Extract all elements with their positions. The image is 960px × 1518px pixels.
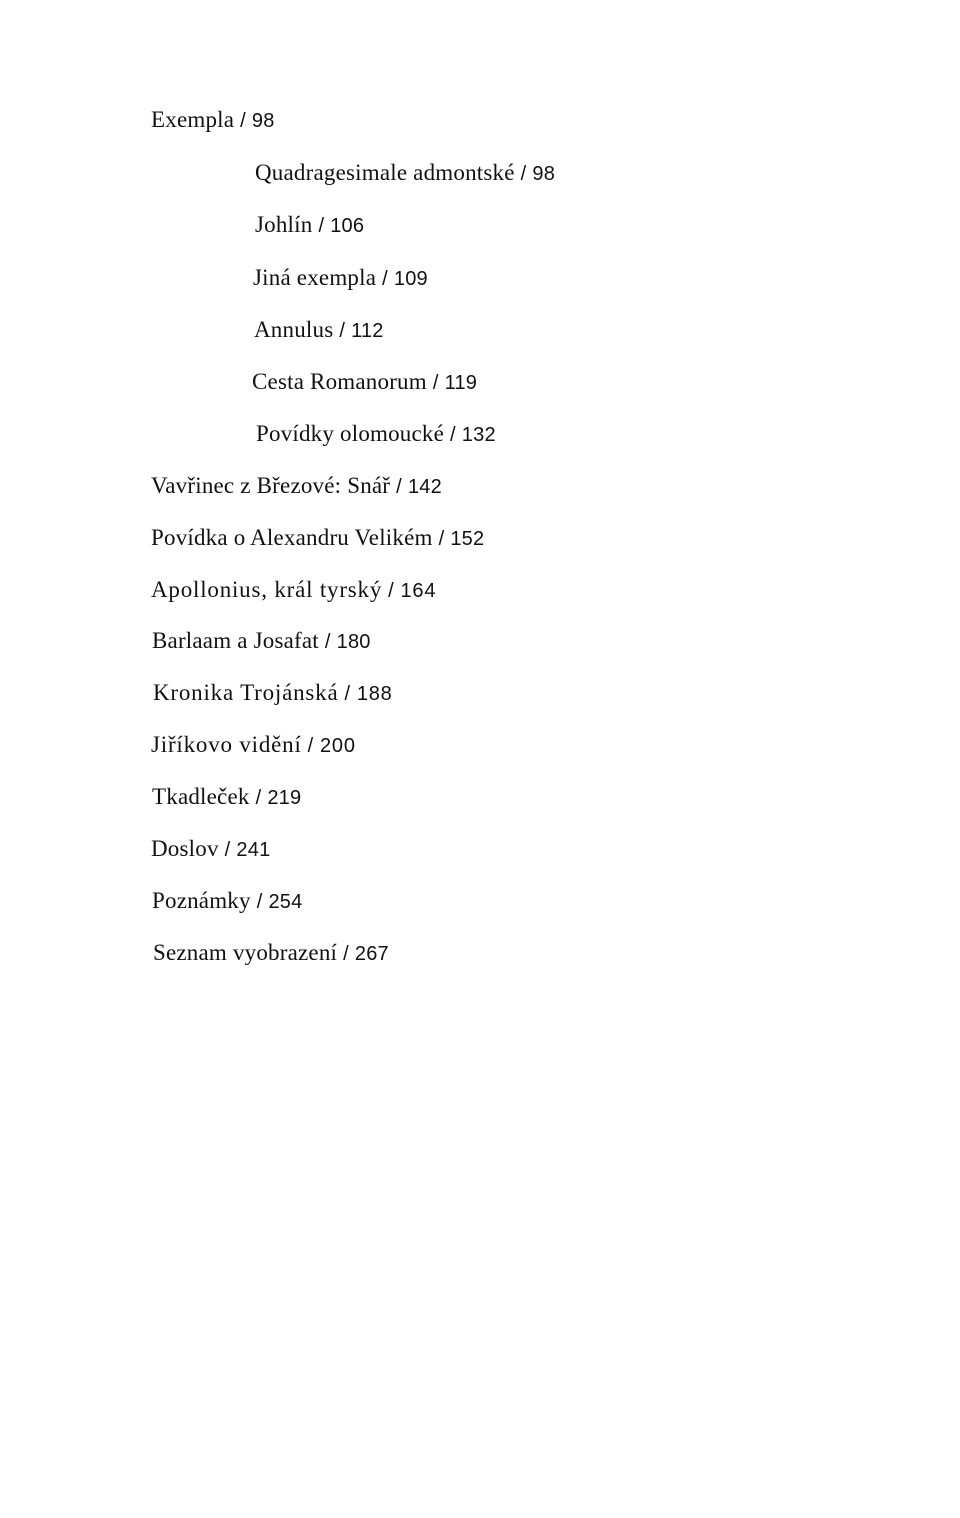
toc-separator: /	[344, 683, 351, 705]
toc-page-number: 241	[236, 839, 271, 861]
toc-entry-barlaam-a-josafat	[152, 627, 371, 656]
toc-entry-johlin	[255, 211, 364, 240]
toc-entry-title: Vavřinec z Březové: Snář	[151, 473, 391, 498]
toc-entry-title: Annulus	[254, 317, 334, 342]
toc-separator: /	[388, 580, 395, 602]
toc-separator: /	[450, 424, 456, 446]
toc-separator: /	[343, 943, 349, 965]
toc-entry-doslov	[151, 835, 270, 864]
toc-entry-title: Seznam vyobrazení	[153, 940, 338, 965]
toc-page-number: 164	[400, 580, 437, 602]
toc-separator: /	[256, 891, 263, 913]
toc-separator: /	[438, 528, 445, 550]
toc-page-number: 106	[330, 215, 365, 237]
toc-separator: /	[307, 735, 314, 757]
toc-entry-povidka-o-alexandru	[151, 524, 484, 553]
toc-entry-title: Kronika Trojánská	[153, 680, 339, 705]
toc-entry-title: Barlaam a Josafat	[152, 628, 319, 653]
toc-page-number: 119	[444, 372, 478, 394]
toc-entry-poznamky	[152, 887, 302, 916]
toc-separator: /	[324, 631, 331, 653]
toc-entry-apollonius	[151, 576, 436, 605]
toc-separator: /	[339, 320, 346, 342]
toc-entry-title: Quadragesimale admontské	[255, 160, 515, 185]
toc-page-number: 109	[393, 268, 428, 290]
toc-page-number: 254	[268, 891, 303, 913]
toc-separator: /	[520, 163, 527, 185]
toc-separator: /	[432, 372, 439, 394]
toc-entry-cesta-romanorum	[252, 368, 477, 397]
toc-entry-title: Poznámky	[152, 888, 251, 913]
toc-entry-title: Povídky olomoucké	[256, 421, 445, 446]
toc-entry-title: Exempla	[151, 107, 235, 132]
toc-entry-povidky-olomoucke	[256, 420, 496, 449]
toc-page-number: 132	[461, 424, 496, 446]
toc-separator: /	[318, 215, 325, 237]
toc-entry-title: Jiříkovo vidění	[151, 732, 302, 757]
toc-page-number: 188	[356, 683, 393, 705]
toc-entry-title: Cesta Romanorum	[252, 369, 427, 394]
toc-separator: /	[255, 787, 262, 809]
toc-page-number: 98	[532, 163, 556, 185]
toc-page-number: 180	[336, 631, 371, 653]
toc-entry-jina-exempla	[253, 264, 428, 293]
toc-entry-title: Apollonius, král tyrský	[151, 577, 383, 602]
toc-page-number: 152	[450, 528, 485, 550]
toc-entry-title: Povídka o Alexandru Velikém	[151, 525, 433, 550]
toc-entry-title: Johlín	[255, 212, 313, 237]
toc-entry-snar	[151, 472, 442, 501]
toc-page-number: 142	[407, 476, 442, 498]
toc-entry-seznam-vyobrazeni	[153, 939, 389, 968]
toc-separator: /	[396, 476, 402, 498]
toc-entry-quadragesimale	[255, 159, 555, 188]
toc-separator: /	[224, 839, 231, 861]
toc-page-number: 219	[267, 787, 302, 809]
toc-entry-tkadlecek	[152, 783, 301, 812]
toc-entry-title: Jiná exempla	[253, 265, 377, 290]
toc-page-number: 98	[251, 110, 275, 132]
toc-entry-exempla	[151, 106, 275, 135]
toc-entry-annulus	[254, 316, 384, 345]
toc-entry-title: Tkadleček	[152, 784, 250, 809]
toc-separator: /	[382, 268, 388, 290]
toc-separator: /	[240, 110, 246, 132]
toc-page-number: 200	[320, 735, 356, 757]
toc-entry-title: Doslov	[151, 836, 219, 861]
toc-entry-kronika-trojanska	[153, 679, 393, 708]
toc-entry-jirikovo-videni	[151, 731, 356, 760]
toc-page-number: 112	[351, 320, 384, 342]
toc-page-number: 267	[354, 943, 389, 965]
